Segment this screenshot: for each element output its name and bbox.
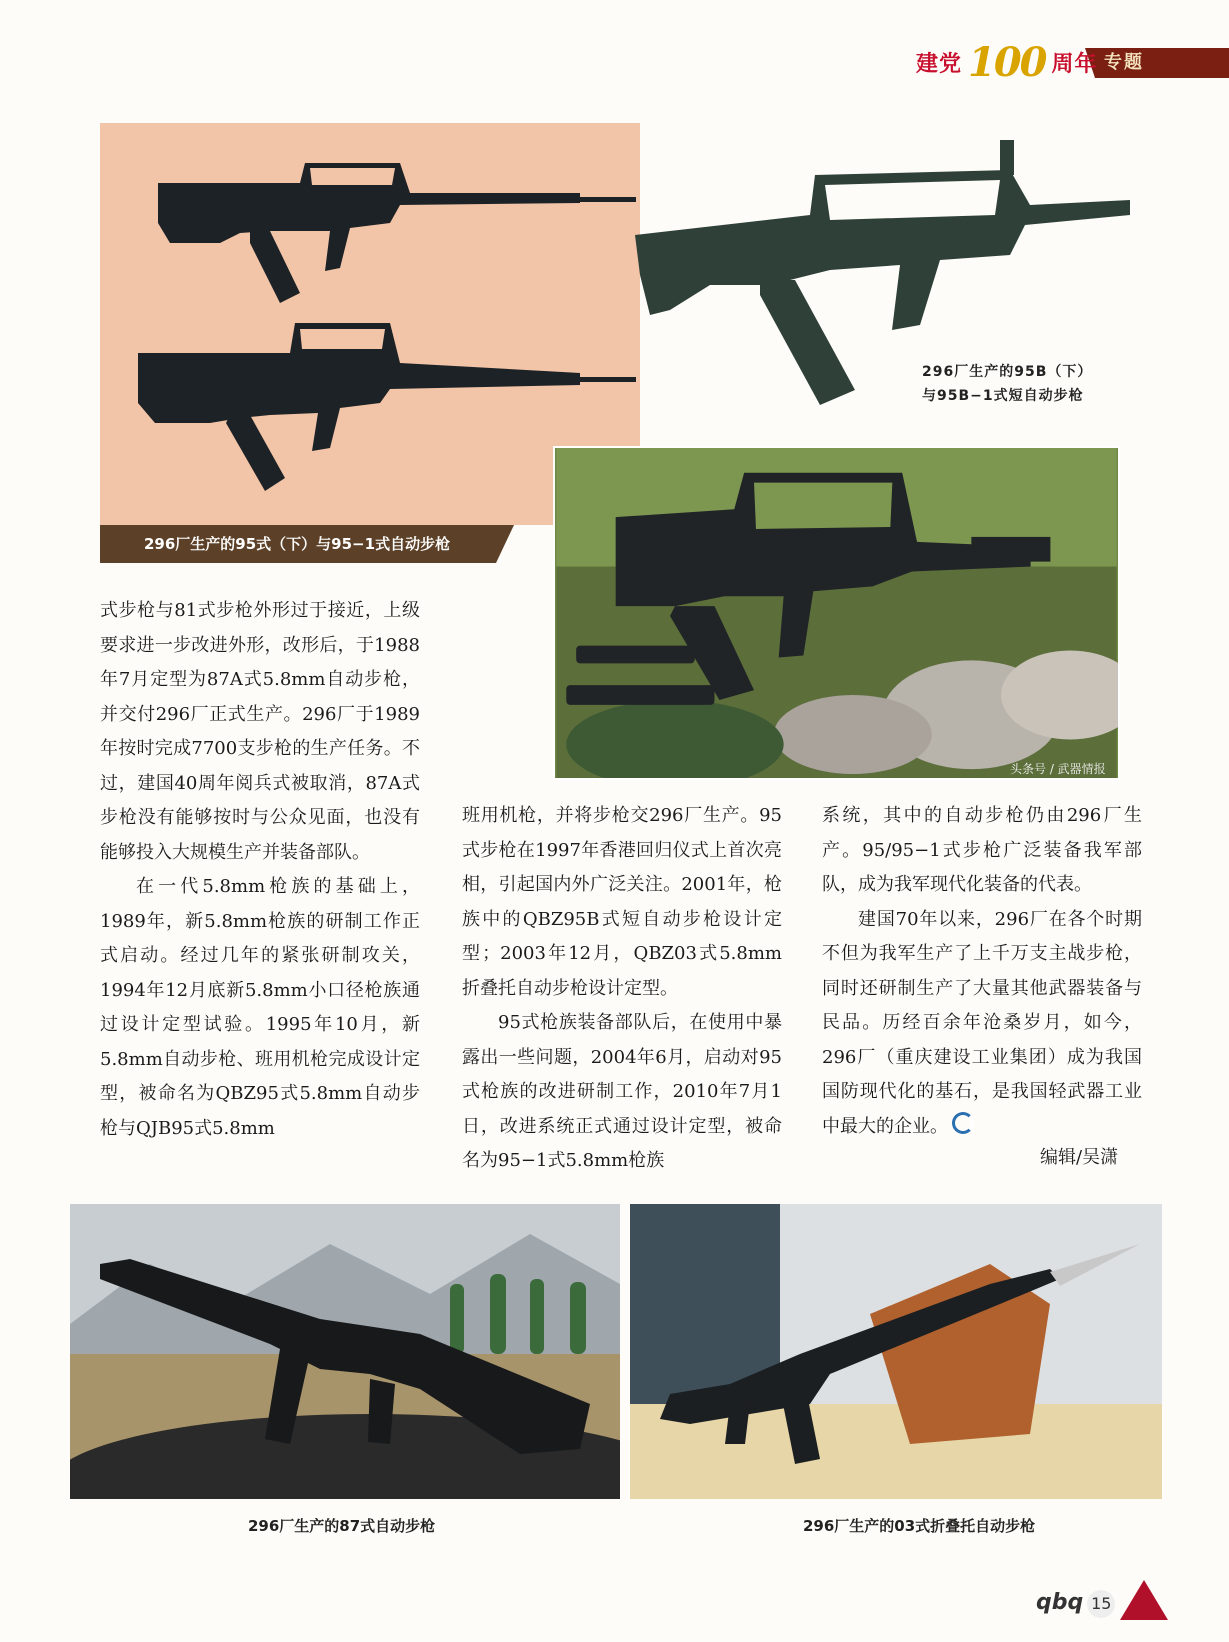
caption-bottom-left: 296厂生产的87式自动步枪 <box>248 1517 436 1535</box>
article-col1-para-1: 式步枪与81式步枪外形过于接近，上级要求进一步改进外形，改形后，于1988年7月定型为87A式5.8mm自动步枪，并交付296厂正式生产。296厂于1989年按时完成7700支步枪的生产任务。不过，建国40周年阅兵式被取消，87A式步枪没有能够按时与公众见面，也没有能够投入大规模生产并装备部队。 <box>100 600 420 863</box>
rocks-scene-illustration <box>555 448 1118 778</box>
footer-logo-text: qbq <box>1036 1590 1084 1615</box>
caption-bottom-right: 296厂生产的03式折叠托自动步枪 <box>803 1517 1036 1535</box>
article-column-1 <box>100 594 420 1146</box>
caption-top-right: 296厂生产的95B（下）与95B−1式短自动步枪 <box>922 364 1093 404</box>
article-col2-para-2: 95式枪族装备部队后，在使用中暴露出一些问题，2004年6月，启动对95式枪族的改进研制工作，2010年7月1日，改进系统正式通过设计定型，被命名为95−1式5.8mm枪族 <box>462 1012 782 1171</box>
header-title <box>916 38 1098 86</box>
article-col2-para-1: 班用机枪，并将步枪交296厂生产。95式步枪在1997年香港回归仪式上首次亮相，引起国内外广泛关注。2001年，枪族中的QBZ95B式短自动步枪设计定型；2003年12月，QBZ03式5.8mm折叠托自动步枪设计定型。 <box>462 805 782 999</box>
rifle-87-illustration <box>70 1204 620 1499</box>
header-title-suffix: 周年 <box>1051 51 1098 77</box>
rifle-03-illustration <box>630 1204 1162 1499</box>
editor-credit: 编辑/吴潇 <box>1040 1147 1119 1168</box>
section-tag: 专题 <box>1104 52 1144 73</box>
end-mark-icon <box>952 1112 974 1134</box>
footer-triangle-icon <box>1120 1580 1168 1620</box>
article-col1-para-2: 在一代5.8mm枪族的基础上，1989年，新5.8mm枪族的研制工作正式启动。经过几年的紧张研制攻关，1994年12月底新5.8mm小口径枪族通过设计定型试验。1995年10月，新5.8mm自动步枪、班用机枪完成设计定型，被命名为QBZ95式5.8mm自动步枪与QJB95式5.8mm <box>100 876 420 1139</box>
caption-top-left: 296厂生产的95式（下）与95−1式自动步枪 <box>144 535 451 553</box>
article-col3-para-2-text: 建国70年以来，296厂在各个时期不但为我军生产了上千万支主战步枪，同时还研制生产了大量其他武器装备与民品。历经百余年沧桑岁月，如今，296厂（重庆建设工业集团）成为我国国防现代化的基石，是我国轻武器工业中最大的企业。 <box>822 908 1142 1137</box>
header-title-number: 100 <box>968 38 1046 86</box>
caption-bar-top-left <box>100 525 496 563</box>
photo-rifle-on-rocks <box>553 446 1120 780</box>
photo-87-rifle <box>70 1204 620 1499</box>
article-column-2 <box>462 799 782 1179</box>
photo-watermark: 头条号 / 武器情报 <box>1010 762 1106 776</box>
page-number: 15 <box>1087 1590 1115 1618</box>
article-col3-para-1: 系统，其中的自动步枪仍由296厂生产。95/95−1式步枪广泛装备我军部队，成为我军现代化装备的代表。 <box>822 805 1142 895</box>
footer-page-number <box>1036 1590 1115 1618</box>
article-col3-para-2 <box>822 903 1142 1145</box>
photo-03-rifle <box>630 1204 1162 1499</box>
header-title-prefix: 建党 <box>916 51 963 77</box>
article-column-3 <box>822 799 1142 1144</box>
